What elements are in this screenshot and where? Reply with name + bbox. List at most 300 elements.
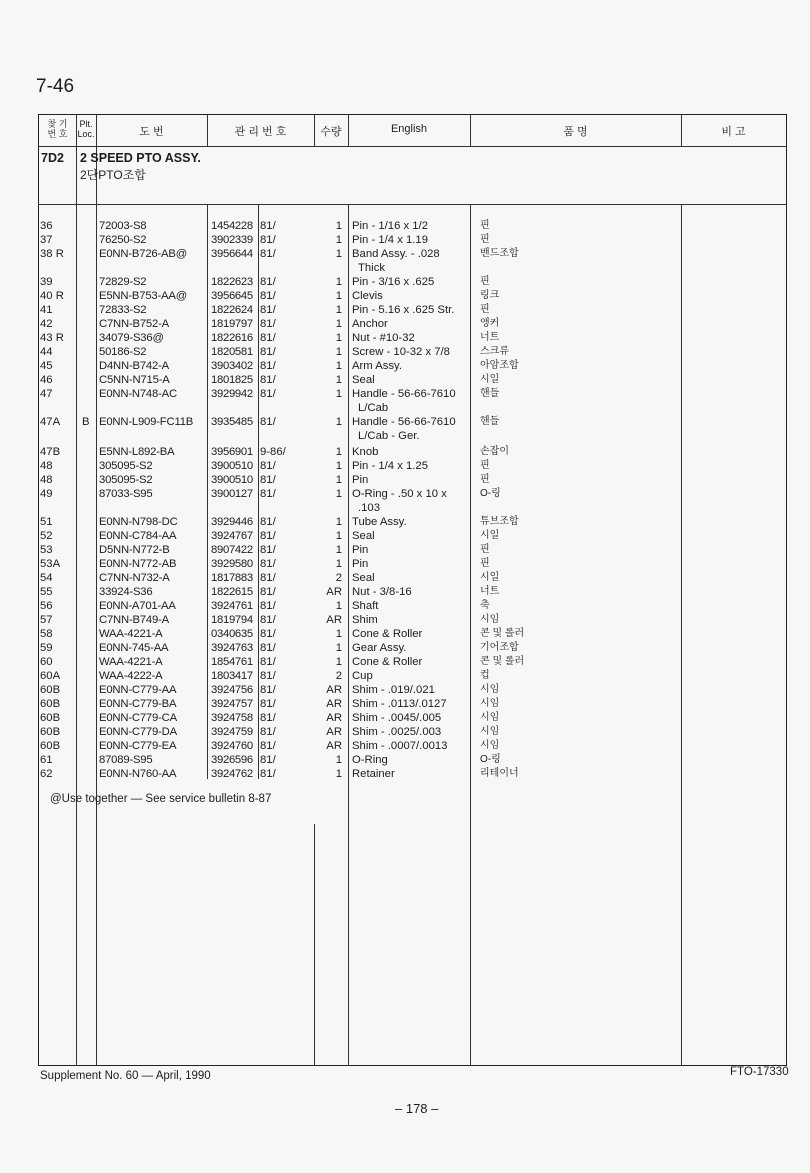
english-name: Handle - 56-66-7610 — [352, 416, 456, 428]
part-number: C7NN-N732-A — [99, 572, 170, 584]
english-name: Band Assy. - .028 — [352, 248, 440, 260]
english-name: Screw - 10-32 x 7/8 — [352, 346, 450, 358]
quantity: 1 — [335, 460, 342, 472]
management-code: 3956645 — [211, 290, 253, 302]
management-code: 3924767 — [211, 530, 253, 542]
korean-name: 콘 및 롤러 — [480, 628, 525, 639]
quantity: AR — [326, 712, 342, 724]
part-number: 76250-S2 — [99, 234, 147, 246]
supplement-code: 81/ — [260, 488, 276, 500]
part-number: E5NN-B753-AA@ — [99, 290, 187, 302]
header-item-name: 품 명 — [563, 126, 588, 138]
part-number: 34079-S36@ — [99, 332, 164, 344]
ref-number: 47 — [40, 388, 53, 400]
ref-number: 37 — [40, 234, 53, 246]
ref-number: 52 — [40, 530, 53, 542]
korean-name: 핀 — [480, 558, 490, 569]
section-title-ko: 2단PTO조합 — [80, 168, 146, 182]
part-number: 50186-S2 — [99, 346, 147, 358]
quantity: 1 — [335, 558, 342, 570]
supplement-code: 81/ — [260, 360, 276, 372]
korean-name: 기어조합 — [480, 642, 519, 653]
table-row — [39, 487, 788, 514]
quantity: 2 — [335, 670, 342, 682]
part-number: E0NN-C779-DA — [99, 726, 177, 738]
section-code: 7D2 — [41, 151, 64, 165]
english-name: Pin — [352, 474, 369, 486]
supplement-code: 81/ — [260, 600, 276, 612]
quantity: 1 — [335, 304, 342, 316]
part-number: C7NN-B752-A — [99, 318, 169, 330]
supplement-code: 81/ — [260, 642, 276, 654]
korean-name: 시임 — [480, 740, 500, 751]
supplement-code: 81/ — [260, 530, 276, 542]
management-code: 3924761 — [211, 600, 253, 612]
english-name: Retainer — [352, 768, 395, 780]
part-number: 33924-S36 — [99, 586, 153, 598]
korean-name: 시일 — [480, 530, 500, 541]
english-name: O-Ring - .50 x 10 x — [352, 488, 447, 500]
ref-number: 36 — [40, 220, 53, 232]
korean-name: 시일 — [480, 374, 500, 385]
part-number: E5NN-L892-BA — [99, 446, 175, 458]
supplement-code: 81/ — [260, 220, 276, 232]
supplement-code: 81/ — [260, 684, 276, 696]
quantity: 1 — [335, 628, 342, 640]
english-name: Shim — [352, 614, 378, 626]
header-mgmt: 관 리 번 호 — [234, 126, 287, 138]
korean-name: 링크 — [480, 290, 500, 301]
management-code: 3935485 — [211, 416, 253, 428]
ref-number: 51 — [40, 516, 53, 528]
part-number: WAA-4221-A — [99, 656, 163, 668]
table-row — [39, 683, 788, 697]
quantity: AR — [326, 726, 342, 738]
korean-name: 스크류 — [480, 346, 509, 357]
supplement-code: 81/ — [260, 712, 276, 724]
ref-number: 60B — [40, 684, 61, 696]
supplement-code: 81/ — [260, 416, 276, 428]
header-plt-loc: Plt. Loc. — [77, 119, 95, 139]
supplement-code: 81/ — [260, 628, 276, 640]
korean-name: 시임 — [480, 614, 500, 625]
korean-name: 핀 — [480, 460, 490, 471]
table-row — [39, 767, 788, 781]
management-code: 0340635 — [211, 628, 253, 640]
korean-name: 시임 — [480, 698, 500, 709]
quantity: 1 — [335, 318, 342, 330]
ref-number: 60A — [40, 670, 61, 682]
korean-name: 핸들 — [480, 388, 500, 399]
part-number: E0NN-L909-FC11B — [99, 416, 194, 428]
english-name: Pin - 3/16 x .625 — [352, 276, 435, 288]
supplement-code: 81/ — [260, 346, 276, 358]
english-name: Pin - 5.16 x .625 Str. — [352, 304, 455, 316]
quantity: 1 — [335, 754, 342, 766]
quantity: 1 — [335, 544, 342, 556]
quantity: 1 — [335, 374, 342, 386]
korean-name: 밴드조합 — [480, 248, 519, 259]
english-name: Seal — [352, 530, 375, 542]
part-number: E0NN-C784-AA — [99, 530, 177, 542]
supplement-code: 81/ — [260, 558, 276, 570]
part-number: WAA-4221-A — [99, 628, 163, 640]
part-number: E0NN-C779-AA — [99, 684, 177, 696]
table-row — [39, 317, 788, 331]
management-code: 1822615 — [211, 586, 253, 598]
header-english: English — [390, 123, 428, 135]
table-row — [39, 415, 788, 442]
supplement-code: 81/ — [260, 670, 276, 682]
table-row — [39, 669, 788, 683]
supplement-code: 81/ — [260, 318, 276, 330]
quantity: 1 — [335, 656, 342, 668]
supplement-code: 81/ — [260, 276, 276, 288]
part-number: E0NN-N772-AB — [99, 558, 177, 570]
management-code: 3902339 — [211, 234, 253, 246]
korean-name: 아암조합 — [480, 360, 519, 371]
ref-number: 53 — [40, 544, 53, 556]
ref-number: 38 R — [40, 248, 64, 260]
ref-number: 47A — [40, 416, 61, 428]
part-number: 72003-S8 — [99, 220, 147, 232]
management-code: 3900510 — [211, 460, 253, 472]
english-name: Shim - .0113/.0127 — [352, 698, 447, 710]
supplement-code: 81/ — [260, 698, 276, 710]
korean-name: 앵커 — [480, 318, 500, 329]
english-name: Cup — [352, 670, 373, 682]
ref-number: 48 — [40, 474, 53, 486]
supplement-code: 81/ — [260, 656, 276, 668]
english-name: Shim - .0025/.003 — [352, 726, 442, 738]
korean-name: O-링 — [480, 488, 501, 499]
ref-number: 55 — [40, 586, 53, 598]
quantity: 1 — [335, 388, 342, 400]
part-number: E0NN-N798-DC — [99, 516, 178, 528]
supplement-code: 81/ — [260, 388, 276, 400]
english-name: Seal — [352, 572, 375, 584]
management-code: 3924756 — [211, 684, 253, 696]
table-row — [39, 739, 788, 753]
supplement-code: 81/ — [260, 248, 276, 260]
page-number: 7-46 — [36, 76, 75, 97]
management-code: 3929580 — [211, 558, 253, 570]
supplement-code: 81/ — [260, 572, 276, 584]
ref-number: 43 R — [40, 332, 64, 344]
management-code: 1820581 — [211, 346, 253, 358]
quantity: 1 — [335, 248, 342, 260]
part-number: C7NN-B749-A — [99, 614, 169, 626]
korean-name: 핀 — [480, 276, 490, 287]
english-name: Pin - 1/4 x 1.25 — [352, 460, 428, 472]
table-row — [39, 543, 788, 557]
ref-number: 39 — [40, 276, 53, 288]
table-row — [39, 529, 788, 543]
korean-name: 시임 — [480, 684, 500, 695]
header-ref: 찾 기 번 호 — [47, 119, 68, 139]
table-row — [39, 459, 788, 473]
quantity: 1 — [335, 516, 342, 528]
english-name: Shim - .0007/.0013 — [352, 740, 448, 752]
ref-number: 49 — [40, 488, 53, 500]
quantity: 1 — [335, 768, 342, 780]
management-code: 3924760 — [211, 740, 253, 752]
management-code: 3900510 — [211, 474, 253, 486]
part-number: E0NN-745-AA — [99, 642, 169, 654]
part-number: D4NN-B742-A — [99, 360, 169, 372]
management-code: 3924758 — [211, 712, 253, 724]
quantity: AR — [326, 698, 342, 710]
management-code: 8907422 — [211, 544, 253, 556]
management-code: 3926596 — [211, 754, 253, 766]
management-code: 1819797 — [211, 318, 253, 330]
part-number: E0NN-N760-AA — [99, 768, 177, 780]
management-code: 3924762 — [211, 768, 253, 780]
english-name: Shaft — [352, 600, 379, 612]
supplement-code: 81/ — [260, 460, 276, 472]
supplement-code: 81/ — [260, 374, 276, 386]
english-name: Clevis — [352, 290, 383, 302]
quantity: 1 — [335, 600, 342, 612]
table-row — [39, 289, 788, 303]
quantity: 1 — [335, 474, 342, 486]
english-name: Handle - 56-66-7610 — [352, 388, 456, 400]
ref-number: 61 — [40, 754, 53, 766]
korean-name: O-링 — [480, 754, 501, 765]
quantity: 1 — [335, 360, 342, 372]
table-row — [39, 233, 788, 247]
ref-number: 42 — [40, 318, 53, 330]
management-code: 3903402 — [211, 360, 253, 372]
english-name: Nut - #10-32 — [352, 332, 415, 344]
table-row — [39, 303, 788, 317]
supplement-note: Supplement No. 60 — April, 1990 — [40, 1070, 211, 1082]
quantity: 1 — [335, 276, 342, 288]
korean-name: 컵 — [480, 670, 490, 681]
table-row — [39, 697, 788, 711]
ref-number: 41 — [40, 304, 53, 316]
table-row — [39, 331, 788, 345]
table-row — [39, 473, 788, 487]
part-number: 72833-S2 — [99, 304, 147, 316]
ref-number: 60 — [40, 656, 53, 668]
english-name: Cone & Roller — [352, 656, 423, 668]
header-divider — [39, 146, 786, 147]
quantity: 1 — [335, 234, 342, 246]
management-code: 1454228 — [211, 220, 253, 232]
table-row — [39, 571, 788, 585]
english-name: Knob — [352, 446, 379, 458]
management-code: 1854761 — [211, 656, 253, 668]
korean-name: 시임 — [480, 726, 500, 737]
korean-name: 손잡이 — [480, 446, 509, 457]
english-name: Gear Assy. — [352, 642, 407, 654]
part-number: 87089-S95 — [99, 754, 153, 766]
management-code: 1822624 — [211, 304, 253, 316]
korean-name: 너트 — [480, 586, 500, 597]
parts-table — [38, 114, 787, 1066]
table-row — [39, 655, 788, 669]
supplement-code: 81/ — [260, 304, 276, 316]
supplement-code: 81/ — [260, 740, 276, 752]
table-row — [39, 627, 788, 641]
supplement-code: 81/ — [260, 474, 276, 486]
english-name: Shim - .0045/.005 — [352, 712, 442, 724]
header-drawing: 도 번 — [139, 126, 164, 138]
part-number: 87033-S95 — [99, 488, 153, 500]
korean-name: 시일 — [480, 572, 500, 583]
ref-number: 46 — [40, 374, 53, 386]
table-row — [39, 711, 788, 725]
ref-number: 53A — [40, 558, 61, 570]
english-name-continued: Thick — [358, 262, 385, 274]
table-row — [39, 373, 788, 387]
quantity: 1 — [335, 446, 342, 458]
supplement-code: 81/ — [260, 332, 276, 344]
section-title: 2 SPEED PTO ASSY. — [80, 151, 201, 165]
table-row — [39, 515, 788, 529]
part-number: E0NN-C779-CA — [99, 712, 177, 724]
table-row — [39, 613, 788, 627]
table-row — [39, 753, 788, 767]
management-code: 3924759 — [211, 726, 253, 738]
supplement-code: 9-86/ — [260, 446, 286, 458]
table-row — [39, 275, 788, 289]
english-name-continued: L/Cab - Ger. — [358, 430, 420, 442]
supplement-code: 81/ — [260, 516, 276, 528]
table-row — [39, 247, 788, 274]
ref-number: 60B — [40, 726, 61, 738]
ref-number: 54 — [40, 572, 53, 584]
ref-number: 48 — [40, 460, 53, 472]
footer-page-number: – 178 – — [395, 1101, 439, 1116]
english-name: Pin - 1/16 x 1/2 — [352, 220, 428, 232]
part-number: E0NN-A701-AA — [99, 600, 176, 612]
part-number: E0NN-B726-AB@ — [99, 248, 187, 260]
table-row — [39, 557, 788, 571]
quantity: AR — [326, 684, 342, 696]
korean-name: 리테이너 — [480, 768, 519, 779]
header-qty: 수량 — [320, 126, 342, 138]
management-code: 3929942 — [211, 388, 253, 400]
english-name-continued: L/Cab — [358, 402, 389, 414]
quantity: 1 — [335, 416, 342, 428]
plt-loc: B — [82, 416, 90, 428]
management-code: 3924757 — [211, 698, 253, 710]
english-name: Pin — [352, 544, 369, 556]
ref-number: 45 — [40, 360, 53, 372]
korean-name: 너트 — [480, 332, 500, 343]
management-code: 3900127 — [211, 488, 253, 500]
part-number: C5NN-N715-A — [99, 374, 170, 386]
supplement-code: 81/ — [260, 586, 276, 598]
supplement-code: 81/ — [260, 726, 276, 738]
supplement-code: 81/ — [260, 234, 276, 246]
part-number: D5NN-N772-B — [99, 544, 170, 556]
header-remarks: 비 고 — [721, 126, 746, 138]
part-number: WAA-4222-A — [99, 670, 163, 682]
part-number: E0NN-C779-BA — [99, 698, 177, 710]
quantity: 1 — [335, 642, 342, 654]
section-divider — [39, 204, 786, 205]
korean-name: 핀 — [480, 474, 490, 485]
table-row — [39, 387, 788, 414]
ref-number: 56 — [40, 600, 53, 612]
part-number: 305095-S2 — [99, 474, 153, 486]
ref-number: 59 — [40, 642, 53, 654]
management-code: 3956644 — [211, 248, 253, 260]
ref-number: 60B — [40, 740, 61, 752]
quantity: 1 — [335, 488, 342, 500]
table-row — [39, 345, 788, 359]
management-code: 1801825 — [211, 374, 253, 386]
part-number: E0NN-C779-EA — [99, 740, 177, 752]
english-name: Cone & Roller — [352, 628, 423, 640]
quantity: 1 — [335, 346, 342, 358]
korean-name: 핀 — [480, 544, 490, 555]
ref-number: 40 R — [40, 290, 64, 302]
management-code: 3924763 — [211, 642, 253, 654]
document-code: FTO-17330 — [730, 1066, 789, 1078]
management-code: 1822616 — [211, 332, 253, 344]
supplement-code: 81/ — [260, 768, 276, 780]
quantity: 1 — [335, 530, 342, 542]
table-row — [39, 599, 788, 613]
management-code: 3929446 — [211, 516, 253, 528]
english-name: Tube Assy. — [352, 516, 407, 528]
management-code: 3956901 — [211, 446, 253, 458]
management-code: 1819794 — [211, 614, 253, 626]
quantity: AR — [326, 614, 342, 626]
quantity: 1 — [335, 220, 342, 232]
english-name: Pin — [352, 558, 369, 570]
korean-name: 핀 — [480, 304, 490, 315]
english-name: Seal — [352, 374, 375, 386]
korean-name: 핀 — [480, 220, 490, 231]
part-number: E0NN-N748-AC — [99, 388, 177, 400]
english-name: Arm Assy. — [352, 360, 403, 372]
quantity: 1 — [335, 290, 342, 302]
quantity: 1 — [335, 332, 342, 344]
table-row — [39, 219, 788, 233]
ref-number: 44 — [40, 346, 53, 358]
supplement-code: 81/ — [260, 544, 276, 556]
table-row — [39, 445, 788, 459]
footnote: @Use together — See service bulletin 8-87 — [50, 793, 272, 805]
supplement-code: 81/ — [260, 290, 276, 302]
supplement-code: 81/ — [260, 754, 276, 766]
english-name: Pin - 1/4 x 1.19 — [352, 234, 428, 246]
english-name: O-Ring — [352, 754, 388, 766]
ref-number: 60B — [40, 698, 61, 710]
column-line — [314, 824, 315, 1065]
management-code: 1803417 — [211, 670, 253, 682]
ref-number: 58 — [40, 628, 53, 640]
ref-number: 60B — [40, 712, 61, 724]
korean-name: 핀 — [480, 234, 490, 245]
table-row — [39, 585, 788, 599]
part-number: 72829-S2 — [99, 276, 147, 288]
quantity: AR — [326, 586, 342, 598]
quantity: AR — [326, 740, 342, 752]
table-row — [39, 725, 788, 739]
korean-name: 핸들 — [480, 416, 500, 427]
quantity: 2 — [335, 572, 342, 584]
management-code: 1817883 — [211, 572, 253, 584]
korean-name: 튜브조합 — [480, 516, 519, 527]
english-name: Shim - .019/.021 — [352, 684, 435, 696]
english-name: Anchor — [352, 318, 388, 330]
